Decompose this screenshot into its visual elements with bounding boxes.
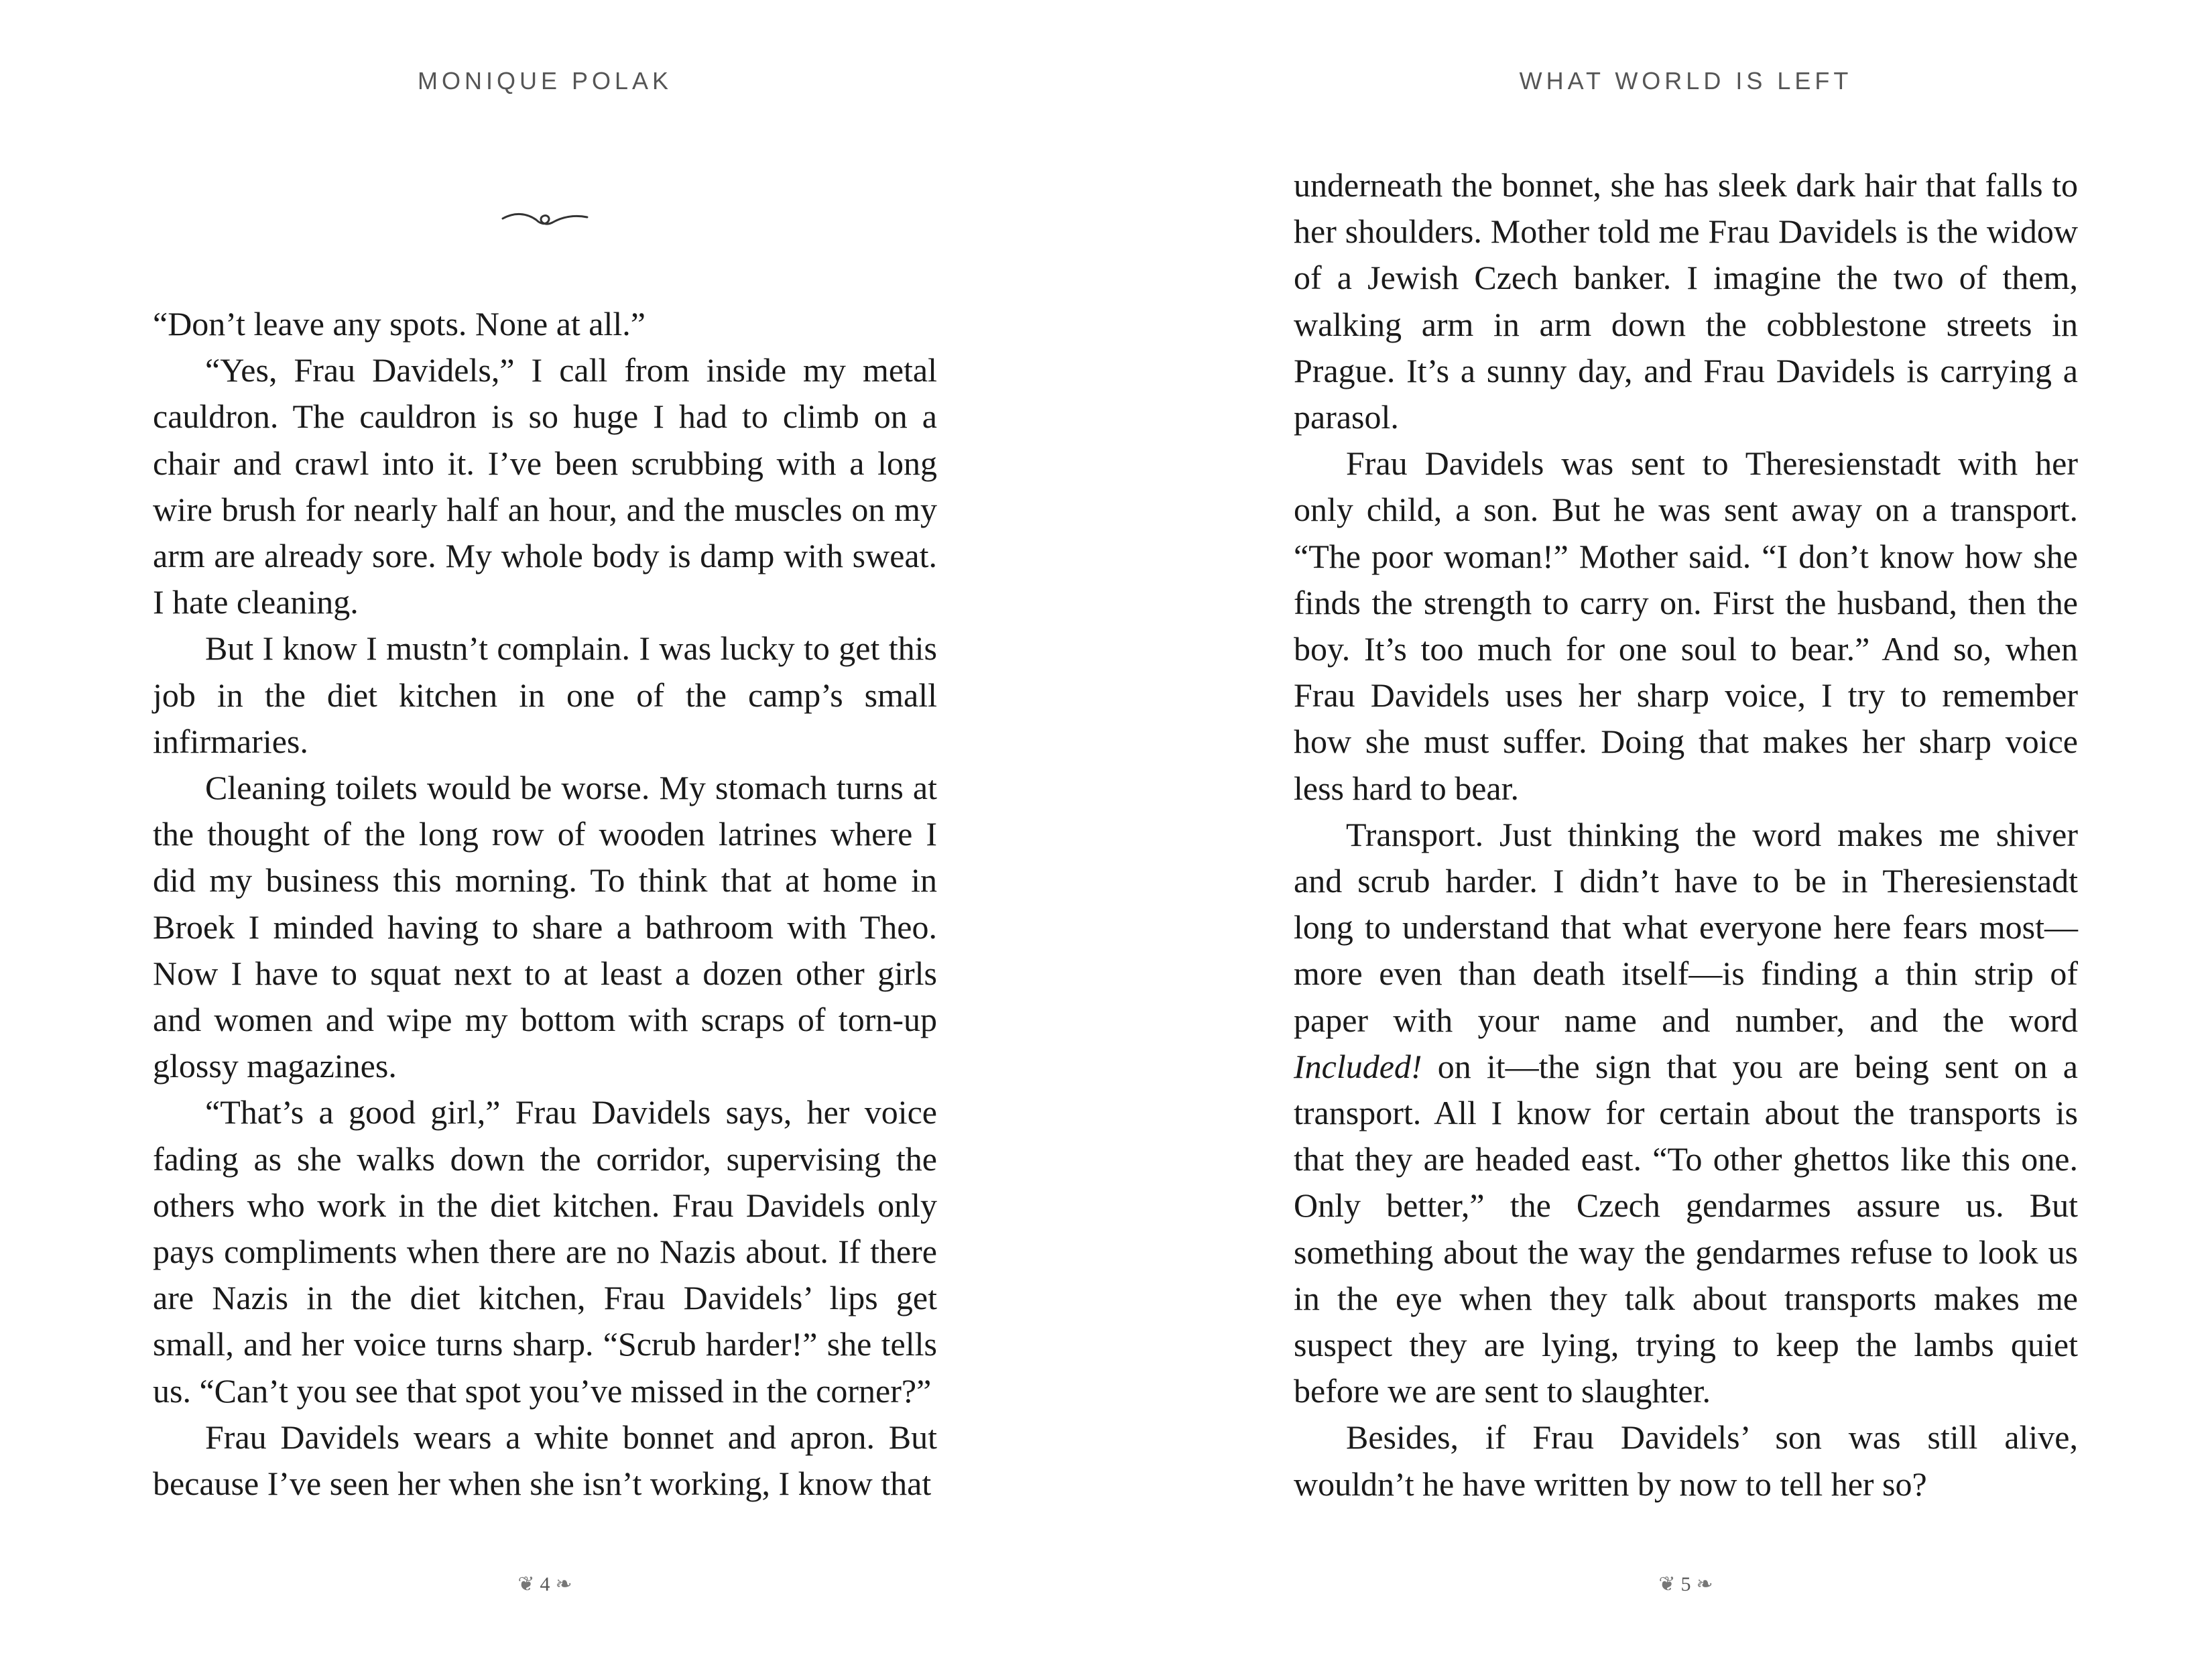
paragraph: “Yes, Frau Davidels,” I call from inside my metal cauldron. The cauldron is so huge I had to climb on a chair and crawl into it. I’ve been scrubbing with a long wire brush for nearly half an hour, and the muscles on my arm are already sore. My whole body is damp with sweat. I hate cleaning.: [153, 351, 937, 621]
paragraph: “Don’t leave any spots. None at all.”: [153, 305, 646, 343]
paragraph: Frau Davidels wears a white bonnet and apron. But because I’ve seen her when she isn’t working, I know that: [153, 1418, 937, 1503]
paragraph: Frau Davidels was sent to Theresienstadt with her only child, a son. But he was sent away on a transport. “The poor woman!” Mother said. “I don’t know how she finds the strength to carry on. First the husband, then the boy. It’s too much for one soul to bear.” And so, when Frau Davidels uses her sharp voice, I try to remember how she must suffer. Doing that makes her sharp voice less hard to bear.: [1294, 444, 2078, 807]
paragraph: “That’s a good girl,” Frau Davidels says, her voice fading as she walks down the corridor, supervising the others who work in the diet kitchen. Frau Davidels only pays compliments when there are no Nazis about. If there are Nazis in the diet kitchen, Frau Davidels’ lips get small, and her voice turns sharp. “Scrub harder!” she tells us. “Can’t you see that spot you’ve missed in the corner?”: [153, 1093, 937, 1410]
page-number-right: [1646, 1573, 1726, 1596]
page-number: 5: [1680, 1573, 1691, 1595]
paragraph: underneath the bonnet, she has sleek dark hair that falls to her shoulders. Mother told me Frau Davidels is the widow of a Jewish Czech banker. I imagine the two of them, walking arm in arm down the cobblestone streets in Prague. It’s a sunny day, and Frau Davidels is carrying a parasol.: [1294, 166, 2078, 436]
running-head-title: WHAT WORLD IS LEFT: [1519, 67, 1853, 95]
right-page-body-text: [1294, 162, 2078, 1508]
page-number-left: [505, 1573, 585, 1596]
paragraph: But I know I mustn’t complain. I was lucky to get this job in the diet kitchen in one of the camp’s small infirmaries.: [153, 629, 937, 760]
folio-ornament-icon: ❧: [1696, 1573, 1713, 1595]
page-number: 4: [540, 1573, 550, 1595]
folio-ornament-icon: ❧: [555, 1573, 572, 1595]
section-break-flourish-icon: [501, 206, 589, 231]
running-head-author: MONIQUE POLAK: [417, 67, 673, 95]
right-page: [1106, 0, 2212, 1659]
folio-ornament-icon: ❦: [1658, 1573, 1676, 1595]
paragraph: Besides, if Frau Davidels’ son was still alive, wouldn’t he have written by now to tell her so?: [1294, 1418, 2078, 1503]
left-page-body-text: [153, 301, 937, 1507]
folio-ornament-icon: ❦: [517, 1573, 535, 1595]
paragraph-continuation: on it—the sign that you are being sent on a transport. All I know for certain about the transports is that they are headed east. “To other ghettos like this one. Only better,” the Czech gendarmes assure us. But something about the way the gendarmes refuse to look us in the eye when they talk about transports makes me suspect they are lying, trying to keep the lambs quiet before we are sent to slaughter.: [1294, 1047, 2078, 1410]
paragraph-text: Transport. Just thinking the word makes me shiver and scrub harder. I didn’t have to be in Theresienstadt long to understand that what everyone here fears most—more even than death itself—is finding a thin strip of paper with your name and number, and the word: [1294, 815, 2078, 1039]
italic-word: Included!: [1294, 1047, 1422, 1085]
paragraph: [1294, 812, 2078, 1415]
paragraph: Cleaning toilets would be worse. My stomach turns at the thought of the long row of wooden latrines where I did my business this morning. To think that at home in Broek I minded having to share a bathroom with Theo. Now I have to squat next to at least a dozen other girls and women and wipe my bottom with scraps of torn-up glossy magazines.: [153, 769, 937, 1085]
